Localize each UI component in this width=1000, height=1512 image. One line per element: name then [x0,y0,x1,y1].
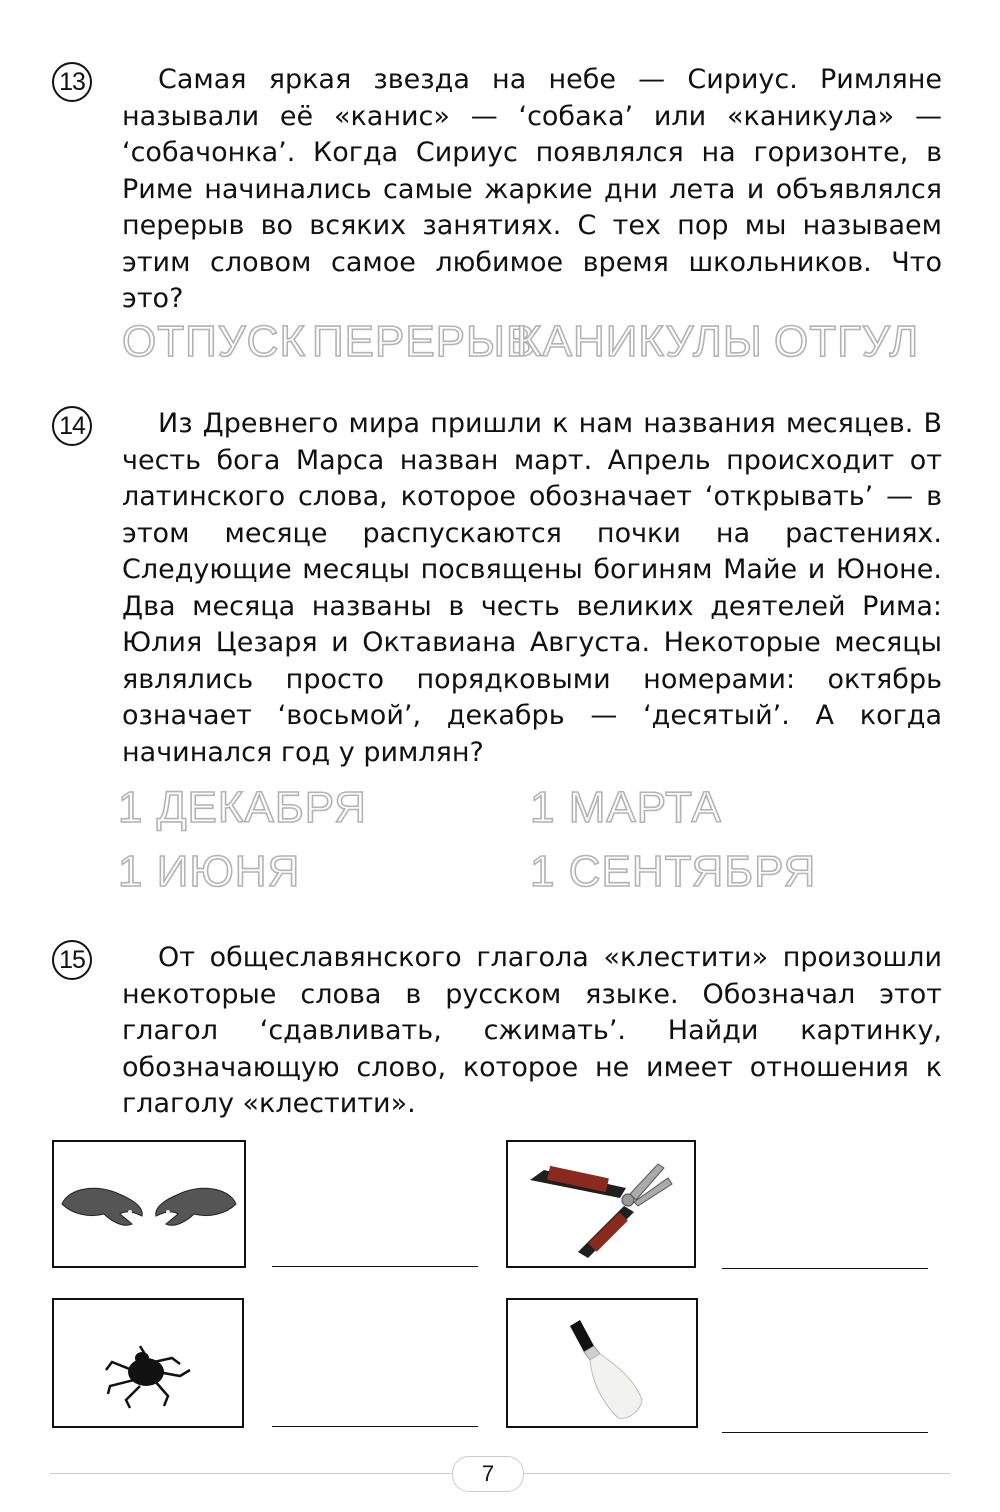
task-15 [52,940,942,1120]
answer-line[interactable] [722,1268,928,1269]
glue-bottle-icon [508,1300,696,1426]
answer-line[interactable] [722,1432,928,1433]
crab-claws-icon [54,1142,244,1266]
page-number: 7 [452,1456,524,1492]
answer-option[interactable]: КАНИКУЛЫ [516,317,763,366]
answer-option[interactable]: 1 ИЮНЯ [118,847,301,896]
answer-line[interactable] [272,1426,478,1427]
picture-pliers[interactable] [506,1140,696,1268]
answer-option[interactable]: ОТГУЛ [774,317,920,366]
task-14 [52,406,942,776]
answer-line[interactable] [272,1266,478,1267]
task-14-text: Из Древнего мира пришли к нам названия месяцев. В честь бога Марса назван март. Апрель происходит от латинского слова, которое обозначает ‘открывать’ — в этом месяце распускаются почки на растениях. Следующие месяцы посвящены богиням Майе и Юноне. Два месяца названы в честь великих деятелей Рима: Юлия Цезаря и Октавиана Августа. Некоторые месяцы являлись просто порядковыми номерами: октябрь означает ‘восьмой’, декабрь — ‘десятый’. А когда начинался год у римлян? [122,408,942,768]
answer-option[interactable]: 1 СЕНТЯБРЯ [530,847,817,896]
task-15-text: От общеславянского глагола «клестити» произошли некоторые слова в русском языке. Обозначал этот глагол ‘сдавливать, сжимать’. Найди картинку, обозначающую слово, которое не имеет отношения к глаголу «клестити». [122,942,942,1119]
picture-glue-bottle[interactable] [506,1298,698,1428]
task-number-15: 15 [52,940,92,980]
task-13-text: Самая яркая звезда на небе — Сириус. Римляне называли её «канис» — ‘собака’ или «каникула» — ‘собачонка’. Когда Сириус появлялся на горизонте, в Риме начинались самые жаркие дни лета и объявлялся перерыв во всяких занятиях. С тех пор мы называем этим словом самое любимое время школьников. Что это? [122,64,942,314]
footer-divider-right [522,1473,950,1474]
footer-divider-left [50,1473,452,1474]
answer-option[interactable]: ОТПУСК [122,317,307,366]
pliers-icon [508,1142,694,1266]
picture-crab-claws[interactable] [52,1140,246,1268]
answer-option[interactable]: ПЕРЕРЫВ [312,317,537,366]
picture-tick[interactable] [52,1298,244,1428]
task-number-14: 14 [52,406,92,446]
answer-option[interactable]: 1 МАРТА [530,783,722,832]
answer-option[interactable]: 1 ДЕКАБРЯ [118,783,367,832]
tick-icon [54,1300,242,1426]
task-number-13: 13 [52,62,92,102]
